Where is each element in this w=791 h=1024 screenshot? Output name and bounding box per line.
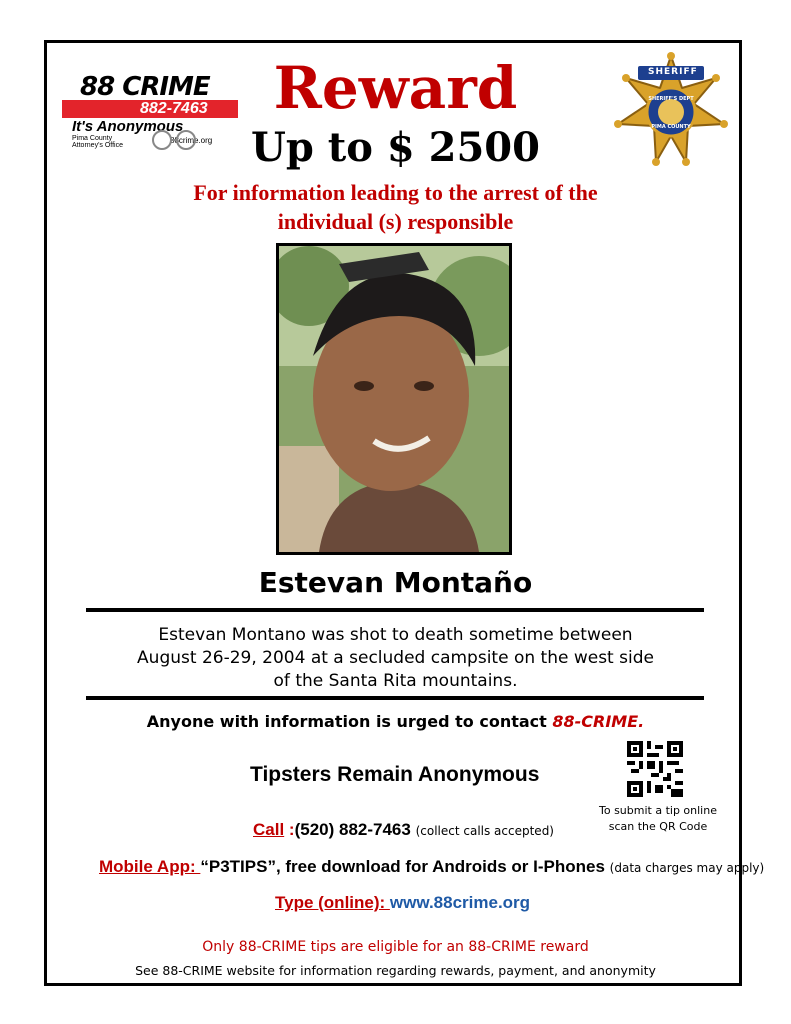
website-note: See 88-CRIME website for information regarding rewards, payment, and anonymity xyxy=(135,963,656,978)
call-number[interactable]: (520) 882-7463 xyxy=(294,820,411,839)
badge-bottom-text: PIMA COUNTY xyxy=(651,124,691,130)
mobile-app-text: “P3TIPS”, free download for Androids or I-Phones xyxy=(200,857,605,876)
call-label: Call xyxy=(253,820,285,839)
reward-info xyxy=(100,178,691,236)
desc-line1: Estevan Montano was shot to death sometime between xyxy=(158,625,633,645)
mobile-label: Mobile App: xyxy=(99,857,201,876)
eligible-note: Only 88-CRIME tips are eligible for an 88-CRIME reward xyxy=(202,939,589,955)
divider-bottom xyxy=(86,696,704,700)
reward-title: Reward xyxy=(273,54,518,122)
urge-org: 88-CRIME. xyxy=(552,712,645,731)
website-link[interactable]: www.88crime.org xyxy=(389,893,531,912)
urge-text: Anyone with information is urged to contact xyxy=(146,712,553,731)
desc-line2: August 26-29, 2004 at a secluded campsite on the west side xyxy=(137,648,654,668)
call-line xyxy=(253,820,554,840)
badge-ring-text: SHERIFF'S DEPT xyxy=(648,96,694,102)
mobile-line xyxy=(99,857,764,877)
qr-code[interactable] xyxy=(627,741,683,797)
logo-title: 88 CRIME xyxy=(80,72,210,102)
badge-top-text: SHERIFF xyxy=(648,67,698,77)
desc-line3: of the Santa Rita mountains. xyxy=(273,671,518,691)
logo-site: 88crime.org xyxy=(170,136,213,145)
reward-amount: Up to $ 2500 xyxy=(251,124,540,171)
tipsters-anonymous: Tipsters Remain Anonymous xyxy=(250,763,540,786)
reward-info-line1: For information leading to the arrest of the xyxy=(193,180,598,205)
reward-info-line2: individual (s) responsible xyxy=(277,209,514,234)
qr-caption-line1: To submit a tip online xyxy=(599,804,717,817)
type-line xyxy=(275,893,530,913)
divider-top xyxy=(86,608,704,612)
qr-caption-line2: scan the QR Code xyxy=(608,820,708,833)
victim-name: Estevan Montaño xyxy=(258,566,533,599)
logo-phone: 882-7463 xyxy=(140,100,208,117)
victim-photo xyxy=(276,243,512,555)
logo-tagline: It's Anonymous xyxy=(72,118,184,135)
qr-caption xyxy=(588,803,728,835)
mobile-note: (data charges may apply) xyxy=(609,861,765,875)
victim-description xyxy=(100,624,691,693)
call-note: (collect calls accepted) xyxy=(415,824,554,838)
call-separator: : xyxy=(284,820,295,839)
type-label: Type (online): xyxy=(275,893,390,912)
logo-office: Pima County Attorney's Office xyxy=(72,135,124,149)
urge-line xyxy=(0,712,791,731)
